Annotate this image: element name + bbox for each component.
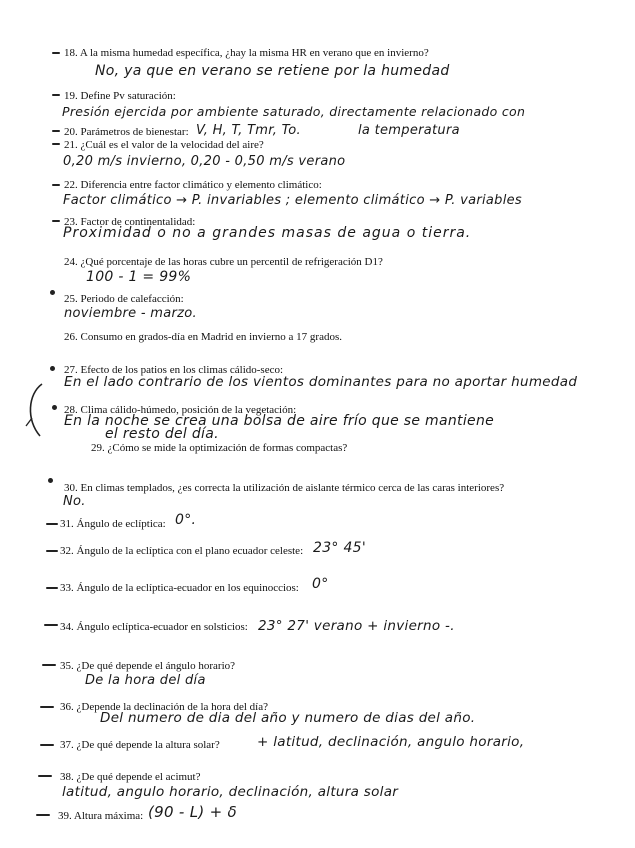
bullet-dash: [46, 523, 58, 525]
answer-30: No.: [63, 494, 86, 509]
question-28: 28. Clima cálido-húmedo, posición de la vegetación:: [64, 404, 297, 416]
margin-bracket-mark: [20, 380, 50, 440]
question-36: 36. ¿Depende la declinación de la hora del día?: [60, 701, 268, 713]
answer-24: 100 - 1 = 99%: [86, 269, 192, 285]
bullet-dash: [40, 706, 54, 708]
bullet-dash: [52, 130, 60, 132]
answer-22: Factor climático → P. invariables ; elemento climático → P. variables: [63, 193, 523, 208]
answer-27: En el lado contrario de los vientos dominantes para no aportar humedad: [64, 374, 578, 390]
answer-21: 0,20 m/s invierno, 0,20 - 0,50 m/s verano: [63, 154, 346, 169]
question-32: 32. Ángulo de la eclíptica con el plano ecuador celeste:: [60, 545, 304, 557]
bullet-dot: [50, 366, 55, 371]
question-29: 29. ¿Cómo se mide la optimización de formas compactas?: [91, 442, 348, 454]
answer-19: Presión ejercida por ambiente saturado, directamente relacionado con: [62, 104, 526, 119]
question-38: 38. ¿De qué depende el acimut?: [60, 771, 201, 783]
answer-36: Del numero de dia del año y numero de dias del año.: [100, 710, 476, 726]
question-26: 26. Consumo en grados-día en Madrid en invierno a 17 grados.: [64, 331, 342, 343]
answer-18: No, ya que en verano se retiene por la humedad: [95, 63, 450, 79]
bullet-dash: [46, 587, 58, 589]
answer-34: 23° 27' verano + invierno -.: [258, 618, 455, 634]
question-25: 25. Periodo de calefacción:: [64, 293, 184, 305]
bullet-dash: [52, 52, 60, 54]
question-19: 19. Define Pv saturación:: [64, 90, 176, 102]
answer-28-cont: el resto del día.: [105, 426, 219, 442]
answer-32: 23° 45': [313, 540, 367, 556]
bullet-dash: [44, 624, 58, 626]
question-34: 34. Ángulo eclíptica-ecuador en solsticios:: [60, 621, 248, 633]
bullet-dash: [36, 814, 50, 816]
question-22: 22. Diferencia entre factor climático y elemento climático:: [64, 179, 322, 191]
bullet-dash: [46, 550, 58, 552]
question-35: 35. ¿De qué depende el ángulo horario?: [60, 660, 236, 672]
answer-38: latitud, angulo horario, declinación, altura solar: [62, 784, 399, 800]
question-18: 18. A la misma humedad específica, ¿hay la misma HR en verano que en invierno?: [64, 47, 429, 59]
question-24: 24. ¿Qué porcentaje de las horas cubre un percentil de refrigeración D1?: [64, 256, 383, 268]
bullet-dash: [52, 94, 60, 96]
bullet-dash: [52, 220, 60, 222]
answer-31: 0°.: [175, 512, 197, 528]
bullet-dash: [42, 664, 56, 666]
bullet-dash: [52, 184, 60, 186]
answer-39: (90 - L) + δ: [148, 803, 237, 821]
answer-20: V, H, T, Tmr, To.: [196, 123, 301, 138]
question-33: 33. Ángulo de la eclíptica-ecuador en los equinoccios:: [60, 582, 299, 594]
bullet-dot: [48, 478, 53, 483]
bullet-dash: [52, 143, 60, 145]
question-27: 27. Efecto de los patios en los climas cálido-seco:: [64, 364, 284, 376]
bullet-dot: [52, 405, 57, 410]
answer-33: 0°: [312, 576, 329, 592]
answer-35: De la hora del día: [85, 673, 206, 688]
bullet-dash: [40, 744, 54, 746]
question-37: 37. ¿De qué depende la altura solar?: [60, 739, 220, 751]
question-31: 31. Ángulo de eclíptica:: [60, 518, 166, 530]
question-21: 21. ¿Cuál es el valor de la velocidad del aire?: [64, 139, 264, 151]
answer-37: + latitud, declinación, angulo horario,: [257, 734, 525, 750]
question-30: 30. En climas templados, ¿es correcta la utilización de aislante térmico cerca de las caras interiores?: [64, 482, 505, 494]
question-20: 20. Parámetros de bienestar:: [64, 126, 189, 138]
answer-28: En la noche se crea una bolsa de aire frío que se mantiene: [64, 413, 495, 429]
answer-19-cont: la temperatura: [358, 123, 460, 138]
question-23: 23. Factor de continentalidad:: [64, 216, 196, 228]
answer-25: noviembre - marzo.: [64, 306, 197, 321]
bullet-dash: [38, 775, 52, 777]
question-39: 39. Altura máxima:: [58, 810, 144, 822]
answer-23: Proximidad o no a grandes masas de agua o tierra.: [63, 225, 472, 241]
bullet-dot: [50, 290, 55, 295]
